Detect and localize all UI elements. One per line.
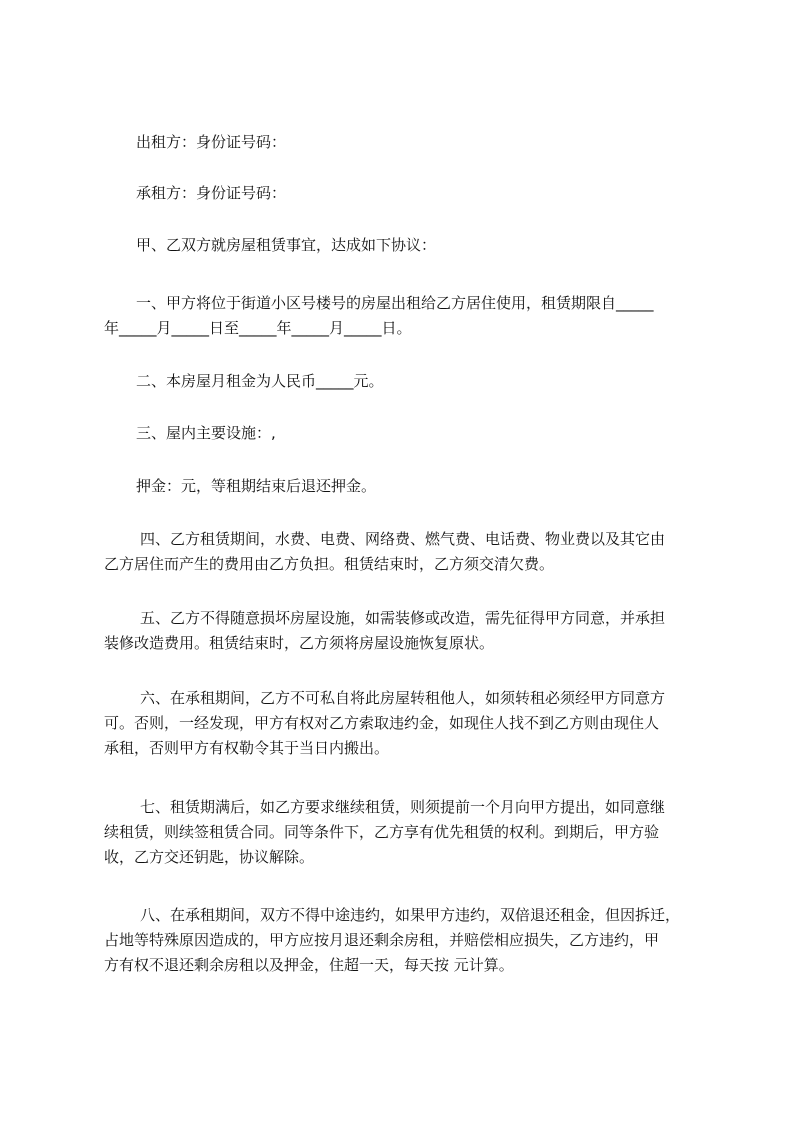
clause-4-line-2: 乙方居住而产生的费用由乙方负担。租赁结束时，乙方须交清欠费。 <box>104 555 555 573</box>
clause-6-line-1: 六、在承租期间，乙方不可私自将此房屋转租他人，如须转租必须经甲方同意方 <box>140 689 666 707</box>
lessee-text: 承租方：身份证号码： <box>136 184 287 202</box>
clause-8-line-3: 方有权不退还剩余房租以及押金，住超一天，每天按 元计算。 <box>104 956 514 974</box>
clause-6-line-2: 可。否则，一经发现，甲方有权对乙方索取违约金，如现住人找不到乙方则由现住人 <box>104 714 660 732</box>
clause-4-line-1: 四、乙方租赁期间，水费、电费、网络费、燃气费、电话费、物业费以及其它由 <box>140 530 666 548</box>
clause-6 <box>104 686 704 761</box>
clause-3 <box>104 421 704 446</box>
clause-5 <box>104 606 704 656</box>
clause-8-line-1: 八、在承租期间，双方不得中途违约，如果甲方违约，双倍退还租金，但因拆迁， <box>140 906 681 924</box>
clause-7-line-3: 收，乙方交还钥匙，协议解除。 <box>104 848 315 866</box>
clause-1-line-2: 年_____月_____日至_____年_____月_____日。 <box>104 319 412 337</box>
clause-7-line-1: 七、租赁期满后，如乙方要求继续租赁，则须提前一个月向甲方提出，如同意继 <box>140 798 666 816</box>
clause-6-line-3: 承租，否则甲方有权勒令其于当日内搬出。 <box>104 739 390 757</box>
clause-1 <box>104 291 704 341</box>
clause-8-line-2: 占地等特殊原因造成的，甲方应按月退还剩余房租，并赔偿相应损失，乙方违约，甲 <box>104 931 660 949</box>
deposit-text: 押金：元，等租期结束后退还押金。 <box>136 477 377 495</box>
deposit-paragraph <box>104 474 704 499</box>
clause-3-text: 三、屋内主要设施：, <box>136 424 276 442</box>
clause-1-line-1: 一、甲方将位于街道小区号楼号的房屋出租给乙方居住使用，租赁期限自_____ <box>136 294 654 312</box>
lessee-line <box>104 181 704 206</box>
clause-2-text: 二、本房屋月租金为人民币_____元。 <box>136 372 384 390</box>
clause-4 <box>104 527 704 577</box>
clause-2 <box>104 369 704 394</box>
clause-5-line-2: 装修改造费用。租赁结束时，乙方须将房屋设施恢复原状。 <box>104 634 495 652</box>
clause-5-line-1: 五、乙方不得随意损坏房屋设施，如需装修或改造，需先征得甲方同意，并承担 <box>140 609 666 627</box>
intro-paragraph <box>104 233 704 258</box>
clause-7-line-2: 续租赁，则续签租赁合同。同等条件下，乙方享有优先租赁的权利。到期后，甲方验 <box>104 823 660 841</box>
lessor-text: 出租方：身份证号码： <box>136 133 287 151</box>
lessor-line <box>104 130 704 155</box>
intro-text: 甲、乙双方就房屋租赁事宜，达成如下协议： <box>136 236 437 254</box>
clause-8 <box>104 903 704 978</box>
clause-7 <box>104 795 704 870</box>
